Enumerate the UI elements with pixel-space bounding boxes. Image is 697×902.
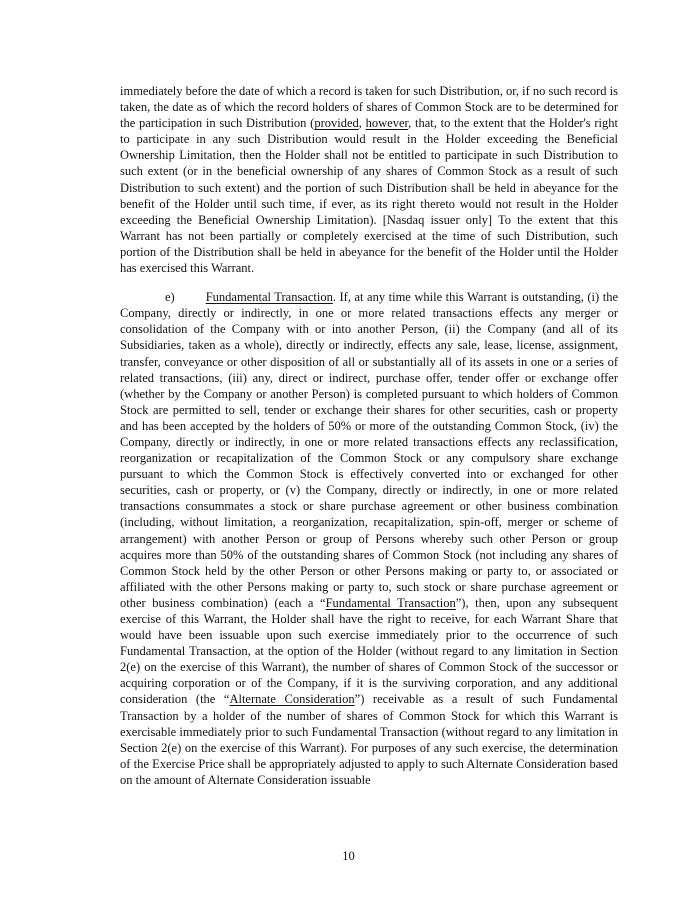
page-body [120, 83, 618, 788]
page-number: 10 [342, 849, 355, 863]
underlined-term: Fundamental Transaction [205, 290, 333, 305]
text-run: ”), then, upon any subsequent exercise of this Warrant, the Holder shall have the right to receive, for each Warrant Share that would have been issuable upon such exercise immediately prior to the occurrence of such Fundamental Transaction, at the option of the Holder (without regard to any limitation in Section 2(e) on the exercise of this Warrant), the number of shares of Common Stock of the successor or acquiring corporation or of the Company, if it is the surviving corporation, and any additional consideration (the “ [120, 595, 618, 707]
text-run: . If, at any time while this Warrant is outstanding, (i) the Company, directly or indirectly, in one or more related transactions effects any merger or consolidation of the Company with or into another Person, (ii) the Company (and all of its Subsidiaries, taken as a whole), directly or indirectly, effects any sale, lease, license, assignment, transfer, conveyance or other disposition of all or substantially all of its assets in one or a series of related transactions, (iii) any, direct or indirect, purchase offer, tender offer or exchange offer (whether by the Company or another Person) is completed pursuant to which holders of Common Stock are permitted to sell, tender or exchange their shares for other securities, cash or property and has been accepted by the holders of 50% or more of the outstanding Common Stock, (iv) the Company, directly or indirectly, in one or more related transactions effects any reclassification, reorganization or recapitalization of the Common Stock or any compulsory share exchange pursuant to which the Common Stock is effectively converted into or exchanged for other securities, cash or property, or (v) the Company, directly or indirectly, in one or more related transactions consummates a stock or share purchase agreement or other business combination (including, without limitation, a reorganization, recapitalization, spin-off, merger or scheme of arrangement) with another Person or group of Persons whereby such other Person or group acquires more than 50% of the outstanding shares of Common Stock (not including any shares of Common Stock held by the other Person or other Persons making or party to, or associated or affiliated with the other Persons making or party to, such stock or share purchase agreement or other business combination) (each a “ [120, 290, 618, 610]
underlined-term: Fundamental Transaction [325, 595, 456, 610]
underlined-term: Alternate Consideration [229, 692, 355, 707]
underlined-term: however [365, 116, 409, 131]
text-run: immediately before the date of which a record is taken for such Distribution, or, if no such record is taken, the date as of which the record holders of shares of Common Stock are to be determined for the participation in such Distribution ( [120, 84, 618, 131]
text-run: ”) receivable as a result of such Fundamental Transaction by a holder of the number of shares of Common Stock for which this Warrant is exercisable immediately prior to such Fundamental Transaction (without regard to any limitation in Section 2(e) on the exercise of this Warrant). For purposes of any such exercise, the determination of the Exercise Price shall be appropriately adjusted to apply to such Alternate Consideration based on the amount of Alternate Consideration issuable [120, 692, 618, 787]
underlined-term: provided [314, 116, 359, 131]
text-run: , that, to the extent that the Holder's right to participate in any such Distribution would result in the Holder exceeding the Beneficial Ownership Limitation, then the Holder shall not be entitled to participate in such Distribution to such extent (or in the beneficial ownership of any shares of Common Stock as a result of such Distribution to such extent) and the portion of such Distribution shall be held in abeyance for the benefit of the Holder until such time, if ever, as its right thereto would not result in the Holder exceeding the Beneficial Ownership Limitation). [Nasdaq issuer only] To the extent that this Warrant has not been partially or completely exercised at the time of such Distribution, such portion of the Distribution shall be held in abeyance for the benefit of the Holder until the Holder has exercised this Warrant. [120, 116, 619, 276]
text-run: e) [165, 290, 175, 305]
fundamental-transaction-paragraph [120, 289, 618, 788]
distribution-abeyance-paragraph [120, 83, 618, 276]
text-run: , [358, 116, 366, 131]
